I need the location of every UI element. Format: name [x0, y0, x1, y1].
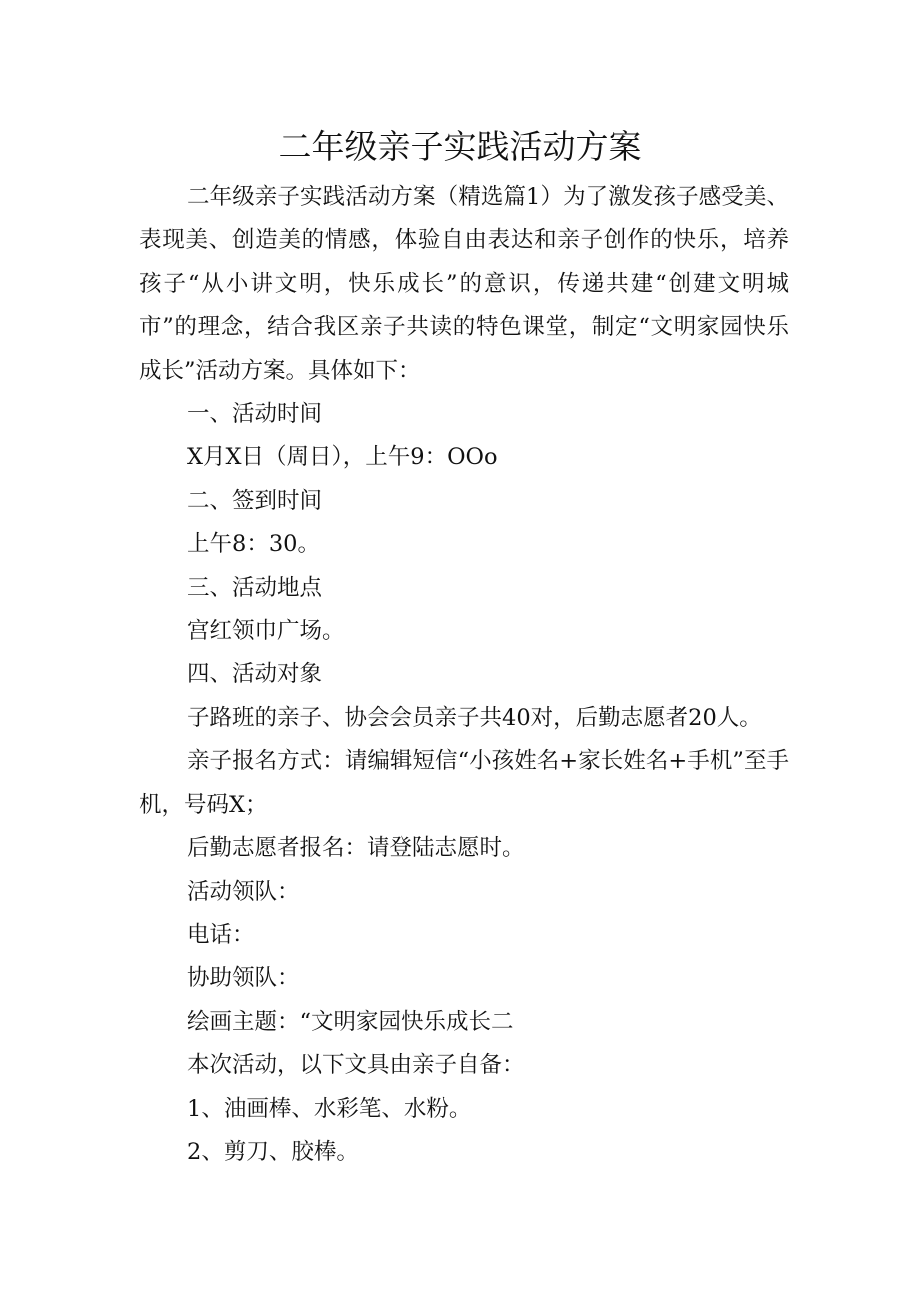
section-place-heading: 三、活动地点: [187, 574, 323, 601]
section-time-value: X月X日（周日），上午9：OOo: [187, 444, 498, 471]
document-title: 二年级亲子实践活动方案: [278, 127, 642, 166]
document-body: [139, 176, 789, 1174]
section-target-value: 子路班的亲子、协会会员亲子共40对，后勤志愿者20人。: [187, 704, 762, 731]
registration-method-paragraph: 亲子报名方式：请编辑短信“小孩姓名+家长姓名+手机”至手机，号码X；: [139, 748, 789, 818]
supplies-intro-line: 本次活动，以下文具由亲子自备：: [187, 1052, 525, 1079]
section-signin-heading: 二、签到时间: [187, 487, 323, 514]
section-signin-value: 上午8：30。: [187, 531, 320, 558]
supplies-item-2: 2、剪刀、胶棒。: [187, 1138, 359, 1165]
volunteer-registration-line: 后勤志愿者报名：请登陆志愿时。: [187, 835, 525, 862]
intro-paragraph: 二年级亲子实践活动方案（精选篇1）为了激发孩子感受美、表现美、创造美的情感，体验自由表达和亲子创作的快乐，培养孩子“从小讲文明，快乐成长”的意识，传递共建“创建文明城市”的理念，结合我区亲子共读的特色课堂，制定“文明家园快乐成长”活动方案。具体如下：: [139, 184, 789, 384]
supplies-item-1: 1、油画棒、水彩笔、水粉。: [187, 1095, 472, 1122]
assistant-leader-line: 协助领队：: [187, 965, 300, 992]
phone-line: 电话：: [187, 921, 255, 948]
drawing-theme-line: 绘画主题：“文明家园快乐成长二: [187, 1008, 514, 1035]
team-leader-line: 活动领队：: [187, 878, 300, 905]
section-place-value: 宫红领巾广场。: [187, 618, 345, 645]
section-target-heading: 四、活动对象: [187, 661, 323, 688]
section-time-heading: 一、活动时间: [187, 401, 323, 428]
